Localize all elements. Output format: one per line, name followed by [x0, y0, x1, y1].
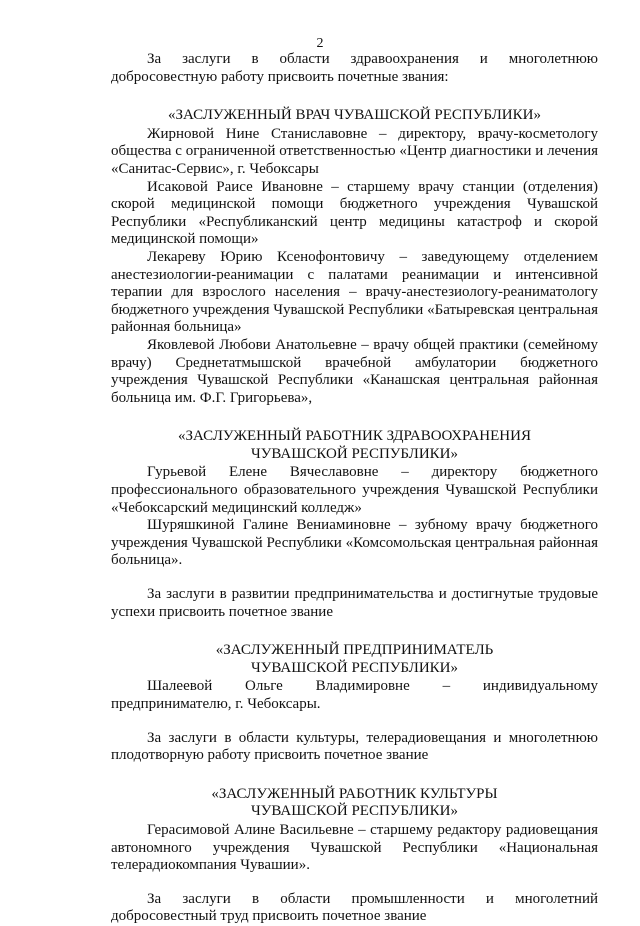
document-body: [111, 51, 598, 926]
award-title: [111, 786, 598, 821]
section-intro: За заслуги в области культуры, телерадиовещания и многолетнюю плодотворную работу присвоить почетное звание: [111, 729, 598, 764]
award-title-line: «ЗАСЛУЖЕННЫЙ РАБОТНИК КУЛЬТУРЫ: [211, 785, 498, 802]
section-intro: За заслуги в области промышленности и многолетний добросовестный труд присвоить почетное звание: [111, 890, 598, 925]
award-title-line: «ЗАСЛУЖЕННЫЙ РАБОТНИК ЗДРАВООХРАНЕНИЯ: [178, 428, 531, 445]
awardee-paragraph: Шалеевой Ольге Владимировне – индивидуальному предпринимателю, г. Чебоксары.: [111, 678, 598, 712]
award-title-line: «ЗАСЛУЖЕННЫЙ ПРЕДПРИНИМАТЕЛЬ: [215, 642, 494, 659]
award-title-line: ЧУВАШСКОЙ РЕСПУБЛИКИ»: [251, 445, 458, 462]
awardee-paragraph: Шуряшкиной Галине Вениаминовне – зубному врачу бюджетного учреждения Чувашской Республики «Комсомольская центральная районная больница».: [111, 517, 598, 569]
awardee-paragraph: Лекареву Юрию Ксенофонтовичу – заведующему отделением анестезиологии-реанимации с палатами реанимации и интенсивной терапии для взрослого населения – врачу-анестезиологу-реаниматологу бюджетного учреждения Чувашской Республики «Батыревская центральная районная больница»: [111, 248, 598, 336]
award-title-line: «ЗАСЛУЖЕННЫЙ ВРАЧ ЧУВАШСКОЙ РЕСПУБЛИКИ»: [168, 107, 541, 124]
award-title: [111, 428, 598, 463]
awardee-paragraph: Жирновой Нине Станиславовне – директору, врачу-косметологу общества с ограниченной ответственностью «Центр диагностики и лечения «Санитас-Сервис», г. Чебоксары: [111, 125, 598, 177]
award-title: [111, 107, 598, 125]
section-intro: За заслуги в развитии предпринимательства и достигнутые трудовые успехи присвоить почетное звание: [111, 586, 598, 620]
page-number: 2: [316, 36, 324, 51]
award-title-line: ЧУВАШСКОЙ РЕСПУБЛИКИ»: [251, 803, 458, 820]
award-title: [111, 642, 598, 677]
section-intro: За заслуги в области здравоохранения и многолетнюю добросовестную работу присвоить почетные звания:: [111, 51, 598, 85]
awardee-paragraph: Гурьевой Елене Вячеславовне – директору бюджетного профессионального образовательного учреждения Чувашской Республики «Чебоксарский медицинский колледж»: [111, 464, 598, 516]
award-title-line: ЧУВАШСКОЙ РЕСПУБЛИКИ»: [251, 659, 458, 676]
awardee-paragraph: Яковлевой Любови Анатольевне – врачу общей практики (семейному врачу) Среднетатмышской врачебной амбулатории бюджетного учреждения Чувашской Республики «Канашская центральная районная больница им. Ф.Г. Григорьева»,: [111, 336, 598, 406]
awardee-paragraph: Герасимовой Алине Васильевне – старшему редактору радиовещания автономного учреждения Чувашской Республики «Национальная телерадиокомпания Чувашии».: [111, 821, 598, 874]
awardee-paragraph: Исаковой Раисе Ивановне – старшему врачу станции (отделения) скорой медицинской помощи бюджетного учреждения Чувашской Республики «Республиканский центр медицины катастроф и скорой медицинской помощи»: [111, 178, 598, 248]
